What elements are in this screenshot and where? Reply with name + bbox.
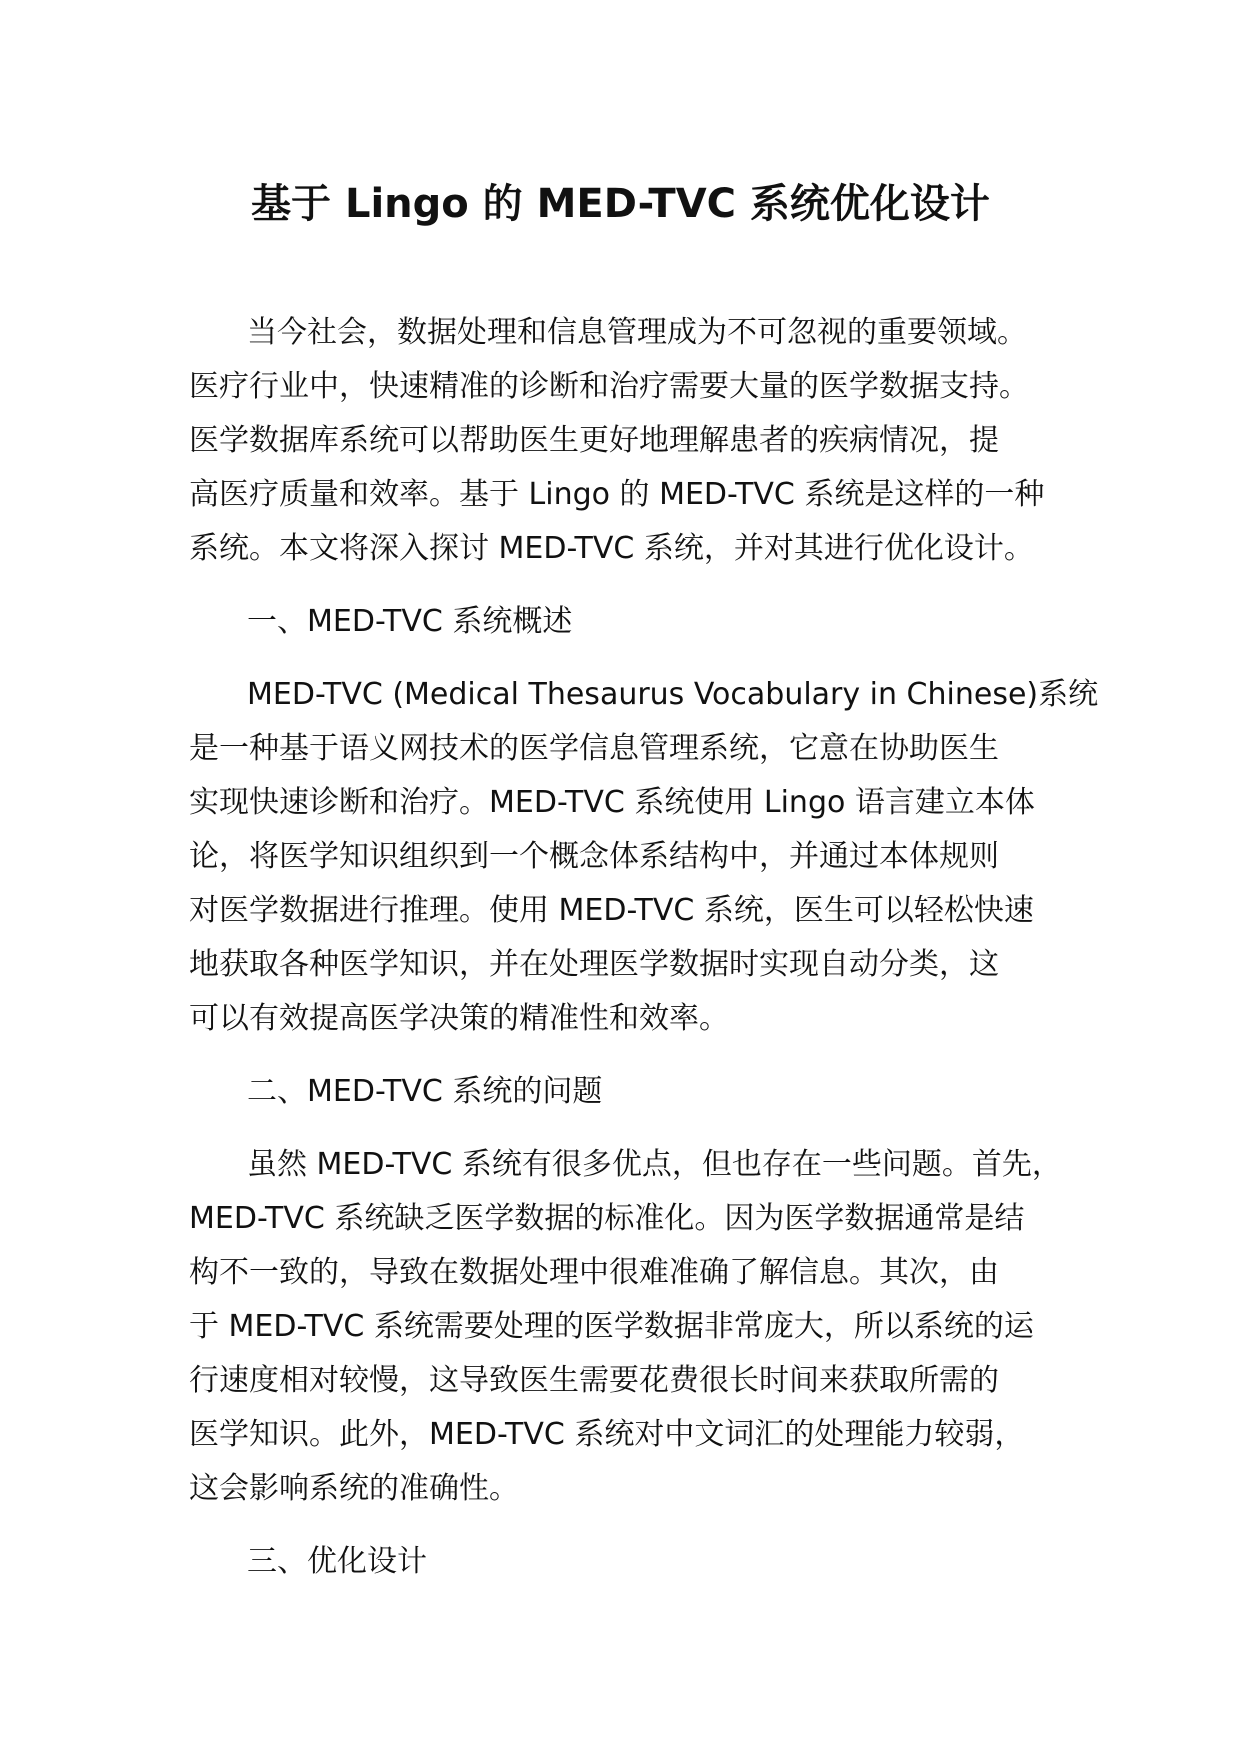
paragraph-line: 当今社会，数据处理和信息管理成为不可忽视的重要领域。	[247, 315, 1027, 350]
paragraph-line: 于 MED-TVC 系统需要处理的医学数据非常庞大，所以系统的运	[189, 1309, 1034, 1344]
paragraph-line: 地获取各种医学知识，并在处理医学数据时实现自动分类，这	[189, 947, 999, 982]
paragraph-line: 医疗行业中，快速精准的诊断和治疗需要大量的医学数据支持。	[189, 369, 1029, 404]
paragraph-line: 这会影响系统的准确性。	[189, 1471, 519, 1506]
paragraph-line: 对医学数据进行推理。使用 MED-TVC 系统，医生可以轻松快速	[189, 893, 1034, 928]
paragraph-line: 可以有效提高医学决策的精准性和效率。	[189, 1001, 729, 1036]
paragraph-line: 医学数据库系统可以帮助医生更好地理解患者的疾病情况，提	[189, 423, 999, 458]
section-heading-optimization: 三、优化设计	[247, 1544, 427, 1579]
paragraph-line: 论，将医学知识组织到一个概念体系结构中，并通过本体规则	[189, 839, 999, 874]
overview-paragraph	[189, 668, 1099, 1046]
section-heading-overview: 一、MED-TVC 系统概述	[247, 604, 573, 639]
intro-paragraph	[189, 306, 1089, 576]
document-body	[189, 306, 1099, 1589]
paragraph-line: 实现快速诊断和治疗。MED-TVC 系统使用 Lingo 语言建立本体	[189, 785, 1035, 820]
paragraph-line: 是一种基于语义网技术的医学信息管理系统，它意在协助医生	[189, 731, 999, 766]
paragraph-line: 行速度相对较慢，这导致医生需要花费很长时间来获取所需的	[189, 1363, 999, 1398]
section-heading-problems: 二、MED-TVC 系统的问题	[247, 1074, 603, 1109]
paragraph-line: MED-TVC (Medical Thesaurus Vocabulary in Chinese)系统	[247, 677, 1099, 712]
paragraph-line: 构不一致的，导致在数据处理中很难准确了解信息。其次，由	[189, 1255, 999, 1290]
problems-paragraph	[189, 1138, 1089, 1516]
paragraph-line: 系统。本文将深入探讨 MED-TVC 系统，并对其进行优化设计。	[189, 531, 1034, 566]
paragraph-line: 高医疗质量和效率。基于 Lingo 的 MED-TVC 系统是这样的一种	[189, 477, 1045, 512]
paragraph-line: 医学知识。此外，MED-TVC 系统对中文词汇的处理能力较弱，	[189, 1417, 1025, 1452]
paragraph-line: MED-TVC 系统缺乏医学数据的标准化。因为医学数据通常是结	[189, 1201, 1025, 1236]
document-title: 基于 Lingo 的 MED-TVC 系统优化设计	[251, 181, 990, 227]
paragraph-line: 虽然 MED-TVC 系统有很多优点，但也存在一些问题。首先，	[247, 1147, 1062, 1182]
